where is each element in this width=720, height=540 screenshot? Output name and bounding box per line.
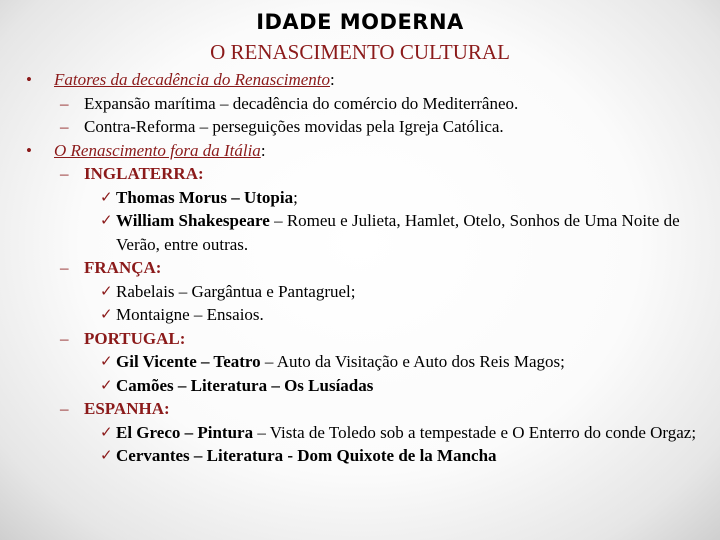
list-item — [24, 421, 714, 445]
checkmark-icon: ✓ — [100, 375, 113, 394]
country-england — [24, 162, 714, 186]
list-item — [24, 92, 714, 116]
list-item-text: Contra-Reforma – perseguições movidas pela Igreja Católica. — [84, 117, 504, 136]
topic-decadence: Fatores da decadência do Renascimento — [54, 70, 331, 89]
list-item — [24, 444, 714, 468]
country-france — [24, 256, 714, 280]
dash-icon: – — [60, 117, 69, 136]
checkmark-icon: ✓ — [100, 187, 113, 206]
list-item — [24, 115, 714, 139]
list-item-text: Expansão marítima – decadência do comércio do Mediterrâneo. — [84, 93, 519, 113]
bullet-outside-italy: • O Renascimento fora da Itália: — [24, 139, 714, 163]
item-text: Montaigne – Ensaios. — [116, 305, 264, 324]
checkmark-icon: ✓ — [100, 352, 113, 370]
dash-icon: – — [60, 399, 69, 418]
item-text: ; — [293, 187, 298, 207]
slide-content — [24, 68, 714, 468]
checkmark-icon: ✓ — [100, 211, 113, 229]
country-label: ESPANHA: — [84, 399, 170, 418]
slide-subtitle: O RENASCIMENTO CULTURAL — [210, 40, 510, 64]
item-bold-text: Thomas Morus – Utopia — [116, 187, 294, 207]
bullet-icon: • — [26, 70, 32, 89]
country-label: INGLATERRA: — [84, 164, 204, 183]
country-label: PORTUGAL: — [84, 328, 186, 348]
dash-icon: – — [60, 164, 69, 183]
item-bold-text: Cervantes – Literatura - Dom Quixote de la Mancha — [116, 446, 497, 465]
country-label: FRANÇA: — [84, 258, 162, 277]
list-item — [24, 209, 714, 256]
item-bold-text: William Shakespeare — [116, 211, 270, 230]
topic-outside-italy: O Renascimento fora da Itália — [54, 140, 261, 160]
item-text: – Romeu e Julieta, Hamlet, Otelo, Sonhos de Uma Noite de Verão, entre outras. — [116, 211, 680, 254]
country-portugal — [24, 327, 714, 351]
dash-icon: – — [60, 93, 69, 113]
checkmark-icon: ✓ — [100, 446, 113, 464]
checkmark-icon: ✓ — [100, 305, 113, 323]
dash-icon: – — [60, 258, 69, 277]
list-item — [24, 374, 714, 398]
item-bold-text: Camões – Literatura – Os Lusíadas — [116, 375, 374, 395]
list-item — [24, 350, 714, 374]
item-bold-text: Gil Vicente – Teatro — [116, 352, 261, 371]
slide-title: IDADE MODERNA — [256, 10, 464, 34]
dash-icon: – — [60, 328, 69, 348]
item-bold-text: El Greco – Pintura — [116, 422, 254, 442]
list-item — [24, 303, 714, 327]
list-item — [24, 186, 714, 210]
item-text: – Vista de Toledo sob a tempestade e O Enterro do conde Orgaz; — [253, 422, 697, 442]
item-text: Rabelais – Gargântua e Pantagruel; — [116, 281, 356, 301]
list-item — [24, 280, 714, 304]
country-spain — [24, 397, 714, 421]
checkmark-icon: ✓ — [100, 422, 113, 441]
item-text: – Auto da Visitação e Auto dos Reis Magos; — [260, 352, 565, 371]
checkmark-icon: ✓ — [100, 281, 113, 300]
bullet-icon: • — [26, 140, 32, 160]
bullet-decadence: • Fatores da decadência do Renascimento: — [24, 68, 714, 92]
